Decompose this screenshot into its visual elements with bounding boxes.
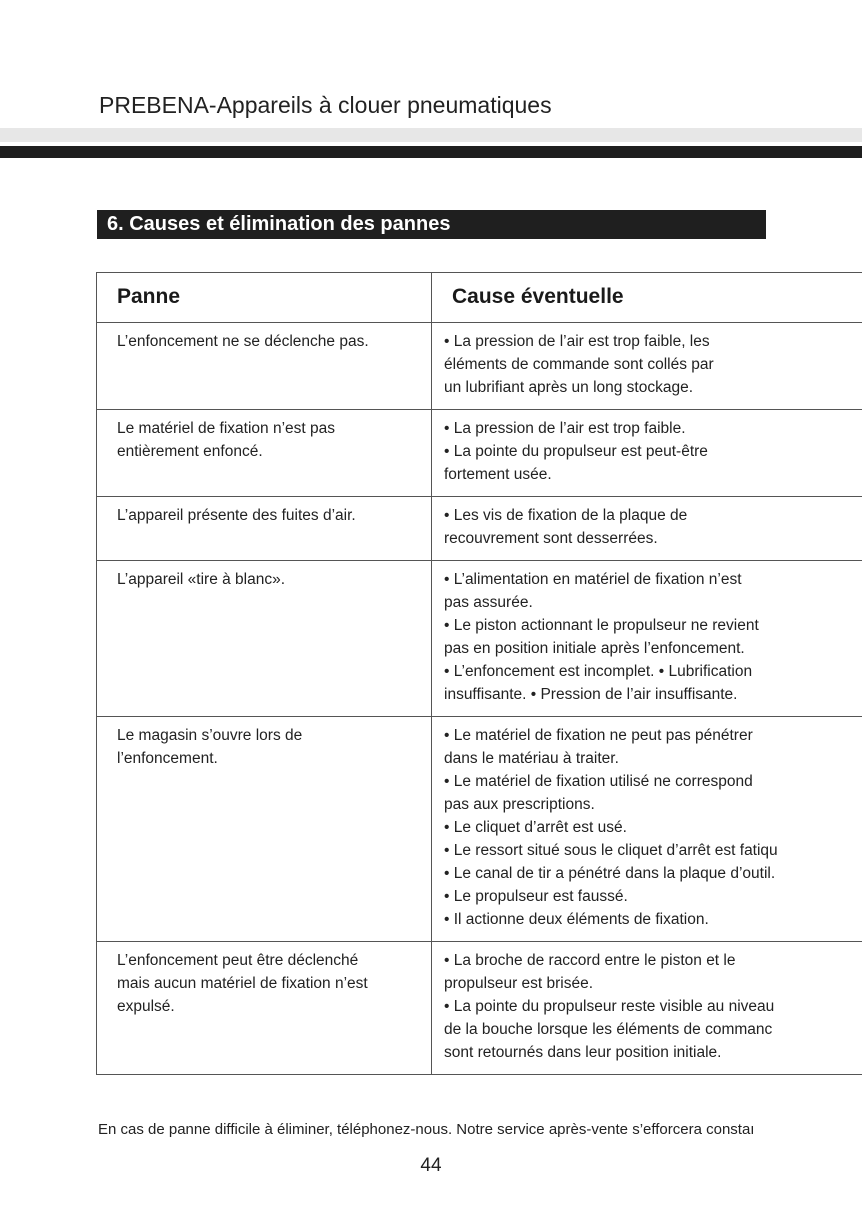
cause-text-line: • La pointe du propulseur est peut-être bbox=[444, 443, 708, 460]
cause-text-line: • Il actionne deux éléments de fixation. bbox=[444, 911, 709, 928]
cause-text-line: insuffisante. • Pression de l’air insuffisante. bbox=[444, 686, 738, 703]
cause-bullet-item bbox=[444, 839, 862, 862]
cause-bullet-item bbox=[444, 568, 862, 614]
table-body bbox=[97, 323, 862, 1075]
cause-cell bbox=[432, 410, 862, 497]
cause-text-line: de la bouche lorsque les éléments de commanc bbox=[444, 1021, 773, 1038]
table-row bbox=[97, 497, 862, 561]
cause-text-line: éléments de commande sont collés par bbox=[444, 356, 714, 373]
panne-text-line: Le matériel de fixation n’est pas bbox=[117, 420, 335, 437]
cause-text-line: • Le piston actionnant le propulseur ne revient bbox=[444, 617, 759, 634]
cause-bullet-item bbox=[444, 440, 862, 486]
header-rule-light bbox=[0, 128, 862, 142]
cause-text-line: • La pression de l’air est trop faible. bbox=[444, 420, 686, 437]
panne-cell bbox=[97, 717, 432, 942]
panne-text-line: L’appareil présente des fuites d’air. bbox=[117, 507, 356, 524]
cause-text-line: • Les vis de fixation de la plaque de bbox=[444, 507, 688, 524]
cause-bullet-item bbox=[444, 330, 862, 399]
cause-text-line: • Le cliquet d’arrêt est usé. bbox=[444, 819, 627, 836]
panne-text-line: l’enfoncement. bbox=[117, 750, 218, 767]
panne-cell bbox=[97, 410, 432, 497]
cause-text-line: fortement usée. bbox=[444, 466, 552, 483]
cause-bullet-item bbox=[444, 862, 862, 885]
cause-text-line: pas aux prescriptions. bbox=[444, 796, 595, 813]
cause-text-line: • La broche de raccord entre le piston et le bbox=[444, 952, 736, 969]
table-row bbox=[97, 942, 862, 1075]
panne-text-line: expulsé. bbox=[117, 998, 175, 1015]
cause-cell bbox=[432, 942, 862, 1075]
cause-bullet-item bbox=[444, 885, 862, 908]
cause-text-line: • L’alimentation en matériel de fixation n’est bbox=[444, 571, 742, 588]
cause-bullet-item bbox=[444, 816, 862, 839]
panne-text-line: entièrement enfoncé. bbox=[117, 443, 263, 460]
panne-text-line: mais aucun matériel de fixation n’est bbox=[117, 975, 368, 992]
cause-text-line: sont retournés dans leur position initiale. bbox=[444, 1044, 722, 1061]
panne-text-line: L’enfoncement ne se déclenche pas. bbox=[117, 333, 369, 350]
table-header-row bbox=[97, 273, 862, 323]
header-rule-dark bbox=[0, 146, 862, 158]
cause-text-line: pas en position initiale après l’enfoncement. bbox=[444, 640, 745, 657]
cause-bullet-item bbox=[444, 770, 862, 816]
cause-bullet-item bbox=[444, 504, 862, 550]
cause-text-line: • Le matériel de fixation utilisé ne correspond bbox=[444, 773, 753, 790]
cause-text-line: • Le canal de tir a pénétré dans la plaque d’outil. bbox=[444, 865, 776, 882]
cause-text-line: • L’enfoncement est incomplet. • Lubrification bbox=[444, 663, 753, 680]
panne-cell bbox=[97, 942, 432, 1075]
panne-text-line: L’appareil «tire à blanc». bbox=[117, 571, 286, 588]
cause-text-line: • Le propulseur est faussé. bbox=[444, 888, 628, 905]
table-row bbox=[97, 717, 862, 942]
panne-cell bbox=[97, 561, 432, 717]
cause-text-line: recouvrement sont desserrées. bbox=[444, 530, 658, 547]
cause-bullet-item bbox=[444, 417, 862, 440]
cause-text-line: • La pression de l’air est trop faible, les bbox=[444, 333, 710, 350]
cause-text-line: • Le matériel de fixation ne peut pas pénétrer bbox=[444, 727, 753, 744]
panne-cell bbox=[97, 323, 432, 410]
cause-text-line: dans le matériau à traiter. bbox=[444, 750, 619, 767]
panne-text-line: Le magasin s’ouvre lors de bbox=[117, 727, 303, 744]
cause-text-line: pas assurée. bbox=[444, 594, 533, 611]
cause-bullet-item bbox=[444, 724, 862, 770]
cause-bullet-item bbox=[444, 614, 862, 660]
cause-bullet-item bbox=[444, 995, 862, 1064]
cause-cell bbox=[432, 323, 862, 410]
table-row bbox=[97, 410, 862, 497]
footer-note: En cas de panne difficile à éliminer, téléphonez-nous. Notre service après-vente s’efforcera constaı bbox=[98, 1121, 755, 1138]
cause-cell bbox=[432, 717, 862, 942]
table-row bbox=[97, 323, 862, 410]
panne-cell bbox=[97, 497, 432, 561]
panne-text-line: L’enfoncement peut être déclenché bbox=[117, 952, 359, 969]
cause-cell bbox=[432, 497, 862, 561]
cause-cell bbox=[432, 561, 862, 717]
table-row bbox=[97, 561, 862, 717]
cause-bullet-item bbox=[444, 908, 862, 931]
troubleshooting-table bbox=[96, 272, 862, 1075]
document-header-title: PREBENA-Appareils à clouer pneumatiques bbox=[99, 92, 552, 118]
cause-text-line: un lubrifiant après un long stockage. bbox=[444, 379, 694, 396]
column-header-cause: Cause éventuelle bbox=[432, 273, 862, 323]
cause-text-line: • La pointe du propulseur reste visible au niveau bbox=[444, 998, 775, 1015]
cause-text-line: propulseur est brisée. bbox=[444, 975, 594, 992]
section-title: 6. Causes et élimination des pannes bbox=[97, 210, 766, 239]
page-number: 44 bbox=[420, 1155, 442, 1176]
cause-bullet-item bbox=[444, 949, 862, 995]
cause-text-line: • Le ressort situé sous le cliquet d’arrêt est fatiqu bbox=[444, 842, 778, 859]
cause-bullet-item bbox=[444, 660, 862, 706]
column-header-panne: Panne bbox=[97, 273, 432, 323]
